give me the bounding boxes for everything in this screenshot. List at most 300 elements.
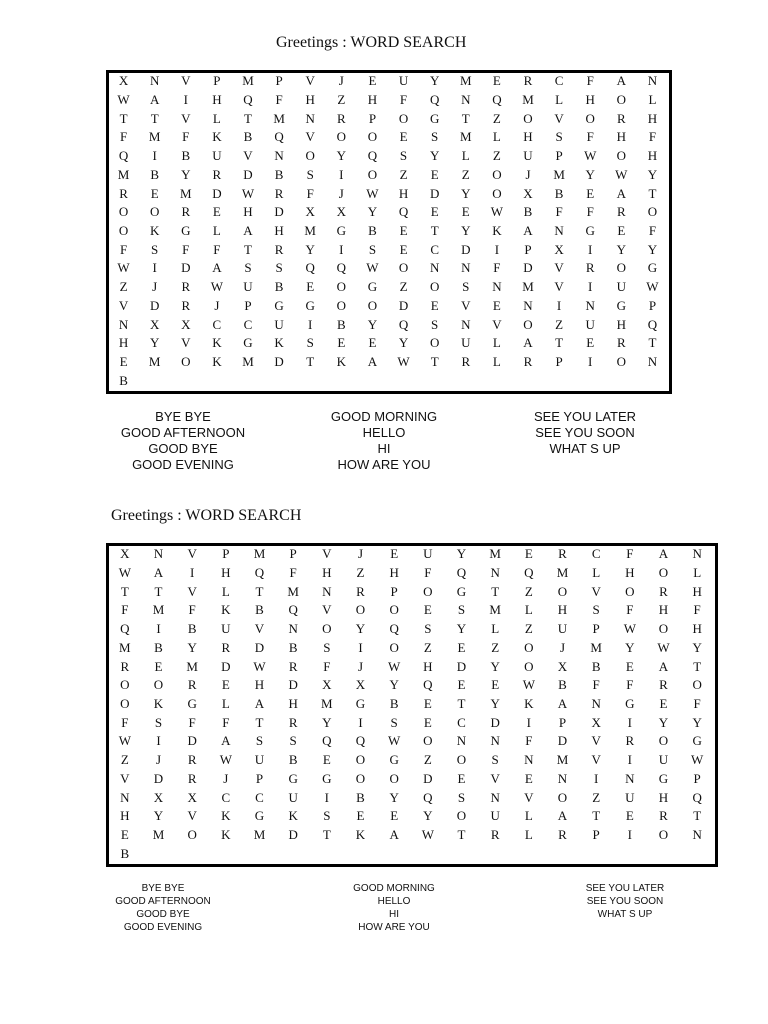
grid-letter: G [616,297,627,313]
grid-letter: W [388,733,401,749]
grid-letter: F [586,129,594,145]
grid-letter: M [152,826,165,842]
grid-letter: E [368,335,377,351]
grid-letter: K [153,695,164,711]
grid-letter: A [389,826,399,842]
grid-letter: N [456,733,467,749]
grid-letter: J [155,752,162,768]
grid-letter: W [584,148,597,164]
grid-letter: Z [491,639,500,655]
grid-letter: Q [456,565,467,581]
grid-letter: R [221,639,231,655]
grid-letter: N [557,770,568,786]
grid-letter: Q [389,621,399,637]
grid-letter: M [489,546,501,562]
grid-letter: W [397,353,410,369]
grid-letter: N [288,621,298,637]
grid-letter: U [658,752,669,768]
grid-letter: Q [254,565,265,581]
grid-letter: T [322,826,331,842]
grid-letter: B [274,279,284,295]
grid-letter: C [243,316,253,332]
grid-letter: P [555,353,563,369]
grid-letter: B [181,148,191,164]
grid-letter: F [525,733,533,749]
grid-letter: F [306,185,314,201]
grid-letter: L [492,353,501,369]
grid-letter: N [692,546,702,562]
grid-letter: K [212,335,222,351]
grid-letter: V [181,335,191,351]
grid-letter: Z [119,279,128,295]
grid-letter: O [398,110,409,126]
grid-letter: H [322,565,332,581]
grid-letter: H [274,222,284,238]
grid-letter: T [306,353,315,369]
grid-letter: V [492,316,502,332]
grid-letter: Q [118,148,129,164]
grid-letter: U [625,789,635,805]
grid-letter: R [616,335,626,351]
grid-letter: I [556,297,562,313]
grid-letter: F [626,602,634,618]
grid-letter: H [212,92,222,108]
word-item: HOW ARE YOU [337,457,431,472]
grid-letter: O [187,826,197,842]
grid-letter: O [355,602,366,618]
grid-letter: O [322,621,332,637]
grid-letter: S [399,148,408,164]
grid-letter: R [288,658,298,674]
grid-letter: B [591,658,601,674]
grid-letter: O [118,204,129,220]
grid-letter: A [523,335,533,351]
grid-letter: E [492,297,501,313]
grid-letter: W [623,621,636,637]
grid-letter: T [592,808,601,824]
grid-letter: R [523,73,533,89]
grid-letter: J [357,658,364,674]
grid-letter: O [456,808,467,824]
word-list [98,882,690,934]
grid-letter: S [457,789,466,805]
grid-letter: L [592,565,601,581]
grid-letter: E [150,185,159,201]
grid-letter: W [118,733,131,749]
grid-letter: S [306,335,314,351]
grid-letter: Q [492,92,502,108]
grid-letter: H [692,621,702,637]
grid-letter: N [492,279,502,295]
grid-letter: M [556,565,569,581]
grid-letter: L [492,335,501,351]
grid-letter: B [523,204,533,220]
grid-letter: R [585,260,595,276]
grid-letter: O [557,583,568,599]
grid-letter: H [616,129,627,145]
grid-letter: S [390,714,398,730]
grid-letter: F [182,129,190,145]
grid-letter: Y [149,335,160,351]
grid-letter: E [399,241,408,257]
grid-letter: J [338,185,344,201]
grid-letter: W [210,279,224,295]
grid-letter: G [181,222,191,238]
grid-letter: F [586,73,594,89]
grid-letter: O [389,602,399,618]
grid-letter: W [117,260,130,276]
grid-letter: D [149,297,160,313]
grid-letter: B [274,166,284,182]
grid-letter: D [243,166,253,182]
grid-letter: B [120,845,130,861]
grid-letter: O [355,770,366,786]
grid-letter: W [522,677,535,693]
grid-letter: L [212,222,221,238]
grid-letter: A [149,92,160,108]
grid-letter: T [555,335,564,351]
word-item: BYE BYE [155,409,211,424]
grid-letter: U [490,808,500,824]
word-item: GOOD MORNING [330,409,438,424]
grid-letter: I [627,714,632,730]
grid-letter: D [274,204,284,220]
grid-letter: A [616,73,627,89]
grid-letter: E [119,353,128,369]
grid-letter: G [274,297,284,313]
grid-letter: R [490,826,500,842]
grid-letter: D [490,714,500,730]
grid-letter: E [423,602,432,618]
grid-letter: I [339,241,344,257]
grid-letter: L [492,129,501,145]
grid-letter: K [212,129,222,145]
grid-letter: O [389,639,399,655]
grid-letter: M [253,826,266,842]
grid-letter: A [557,695,568,711]
grid-letter: L [524,602,533,618]
grid-letter: H [120,808,130,824]
grid-letter: T [154,583,163,599]
grid-letter: E [430,204,439,220]
grid-letter: M [556,752,569,768]
puzzle-title: Greetings : WORD SEARCH [276,34,467,51]
grid-letter: E [337,335,346,351]
grid-letter: G [355,695,366,711]
grid-letter: Y [647,241,658,257]
grid-letter: L [524,808,533,824]
grid-letter: F [648,222,657,238]
grid-letter: O [456,752,467,768]
grid-letter: H [305,92,315,108]
grid-letter: H [647,148,658,164]
grid-letter: L [221,583,230,599]
grid-letter: R [461,353,471,369]
grid-letter: L [693,565,702,581]
grid-letter: H [692,583,702,599]
grid-letter: E [625,808,634,824]
grid-letter: X [181,316,191,332]
grid-letter: F [275,92,283,108]
grid-letter: Y [647,166,658,182]
grid-letter: Q [398,204,409,220]
grid-letter: H [221,565,231,581]
grid-letter: M [321,695,333,711]
grid-letter: O [658,826,669,842]
grid-letter: T [150,110,159,126]
grid-letter: X [305,204,315,220]
grid-letter: C [457,714,466,730]
grid-letter: U [212,148,222,164]
grid-letter: N [118,316,129,332]
grid-letter: C [255,789,264,805]
grid-letter: V [322,546,332,562]
grid-letter: N [153,546,164,562]
grid-letter: F [289,565,297,581]
word-item: WHAT S UP [597,909,653,920]
grid-letter: Z [492,110,501,126]
word-item: GOOD EVENING [123,922,203,933]
grid-letter: Q [322,733,332,749]
grid-letter: S [457,602,466,618]
grid-letter: M [186,658,198,674]
grid-letter: A [367,353,378,369]
grid-letter: D [423,770,433,786]
grid-letter: Z [399,279,408,295]
grid-letter: G [254,808,265,824]
grid-letter: E [221,677,230,693]
grid-letter: K [212,353,222,369]
word-item: WHAT S UP [549,441,621,456]
grid-letter: J [357,546,364,562]
grid-letter: O [492,166,502,182]
grid-letter: O [429,279,440,295]
grid-letter: N [554,222,564,238]
grid-letter: J [338,73,344,89]
grid-letter: H [389,565,399,581]
grid-letter: P [558,714,567,730]
grid-letter: F [555,204,563,220]
grid-letter: M [152,602,165,618]
word-item: GOOD MORNING [353,883,435,894]
grid-letter: O [336,129,347,145]
grid-letter: T [430,353,439,369]
grid-letter: L [648,92,657,108]
grid-letter: Z [492,148,501,164]
grid-letter: D [181,260,191,276]
grid-letter: Y [585,166,595,182]
grid-letter: F [693,695,701,711]
grid-letter: G [625,695,635,711]
grid-letter: I [593,770,599,786]
grid-letter: V [322,602,332,618]
grid-letter: G [288,770,298,786]
grid-letter: R [119,185,128,201]
grid-letter: M [459,73,472,89]
grid-letter: K [221,808,231,824]
grid-letter: E [120,826,129,842]
grid-letter: X [355,677,366,693]
grid-letter: Y [429,148,440,164]
grid-letter: S [491,752,499,768]
word-column [98,409,268,473]
word-item: SEE YOU LATER [533,409,637,424]
grid-letter: R [523,353,533,369]
grid-letter: J [214,297,220,313]
grid-letter: S [431,316,439,332]
grid-letter: M [304,222,316,238]
grid-letter: K [336,353,347,369]
grid-letter: W [366,260,379,276]
grid-letter: D [461,241,471,257]
grid-letter: V [181,73,191,89]
grid-letter: D [221,658,231,674]
grid-letter: Q [524,565,534,581]
grid-letter: G [647,260,658,276]
grid-letter: K [524,695,534,711]
grid-letter: O [429,335,440,351]
grid-letter: A [153,565,164,581]
grid-letter: X [554,241,564,257]
grid-letter: T [457,826,466,842]
grid-letter: S [368,241,377,257]
grid-letter: M [522,92,534,108]
grid-letter: D [254,639,265,655]
grid-letter: D [557,733,568,749]
grid-letter: Y [456,546,467,562]
grid-letter: K [274,335,284,351]
grid-letter: F [648,129,657,145]
grid-letter: O [120,677,130,693]
grid-letter: M [522,279,534,295]
grid-letter: L [461,148,470,164]
grid-letter: G [367,279,378,295]
grid-letter: S [289,733,297,749]
grid-letter: J [525,166,531,182]
grid-letter: O [616,92,627,108]
grid-letter: F [188,714,196,730]
grid-letter: X [118,73,129,89]
grid-letter: U [221,621,231,637]
grid-letter: B [356,789,365,805]
grid-letter: I [156,621,161,637]
grid-letter: W [615,166,628,182]
grid-letter: Z [423,639,432,655]
grid-letter: K [221,602,231,618]
grid-letter: I [494,241,500,257]
grid-letter: N [524,752,534,768]
grid-letter: O [585,110,595,126]
grid-letter: O [149,204,160,220]
grid-letter: V [305,73,315,89]
grid-letter: B [336,316,346,332]
grid-letter: A [523,222,533,238]
grid-letter: Z [461,166,470,182]
grid-letter: E [368,73,377,89]
grid-letter: Y [389,677,399,693]
grid-letter: C [221,789,231,805]
word-column [500,409,670,473]
grid-letter: Q [274,129,284,145]
grid-letter: X [557,658,568,674]
grid-letter: V [254,621,265,637]
grid-letter: S [306,166,314,182]
grid-letter: B [243,129,253,145]
grid-letter: B [558,677,567,693]
grid-letter: Y [367,316,378,332]
grid-letter: P [368,110,377,126]
grid-letter: F [119,241,128,257]
grid-letter: H [523,129,533,145]
grid-letter: R [558,826,567,842]
grid-letter: F [213,241,221,257]
grid-letter: R [212,166,222,182]
grid-letter: D [212,185,222,201]
grid-letter: H [423,658,433,674]
grid-letter: Q [398,316,409,332]
word-item: HI [377,441,391,456]
grid-letter: K [288,808,298,824]
grid-letter: R [616,204,626,220]
grid-letter: A [212,260,222,276]
grid-letter: E [625,658,634,674]
grid-letter: G [336,222,347,238]
grid-letter: O [658,621,669,637]
grid-letter: I [627,826,632,842]
grid-letter: T [430,222,439,238]
grid-letter: T [255,583,264,599]
grid-letter: C [430,241,439,257]
grid-letter: D [288,677,298,693]
grid-letter: M [459,129,472,145]
grid-letter: Z [524,583,533,599]
grid-letter: J [223,770,229,786]
grid-letter: Q [423,789,433,805]
letter-grid [108,72,668,390]
grid-letter: S [275,260,283,276]
grid-letter: R [274,185,284,201]
grid-letter: N [461,92,471,108]
grid-letter: I [324,789,329,805]
grid-letter: O [647,204,658,220]
grid-letter: O [153,677,164,693]
grid-letter: I [183,92,188,108]
grid-letter: F [399,92,408,108]
grid-letter: F [188,602,196,618]
grid-letter: Q [336,260,347,276]
grid-letter: R [181,204,191,220]
word-item: GOOD BYE [136,909,190,920]
grid-letter: B [288,639,298,655]
grid-letter: E [154,658,163,674]
grid-letter: Z [120,752,129,768]
grid-letter: F [119,129,128,145]
grid-letter: M [148,353,161,369]
grid-letter: D [153,770,164,786]
grid-letter: Q [355,733,366,749]
grid-letter: G [243,335,253,351]
grid-letter: I [526,714,531,730]
grid-letter: T [693,658,702,674]
grid-letter: F [626,677,634,693]
grid-letter: O [692,677,702,693]
grid-letter: P [524,241,532,257]
grid-letter: G [692,733,702,749]
grid-letter: S [431,129,439,145]
grid-letter: I [588,279,593,295]
grid-letter: Y [389,789,399,805]
grid-letter: Y [461,185,471,201]
